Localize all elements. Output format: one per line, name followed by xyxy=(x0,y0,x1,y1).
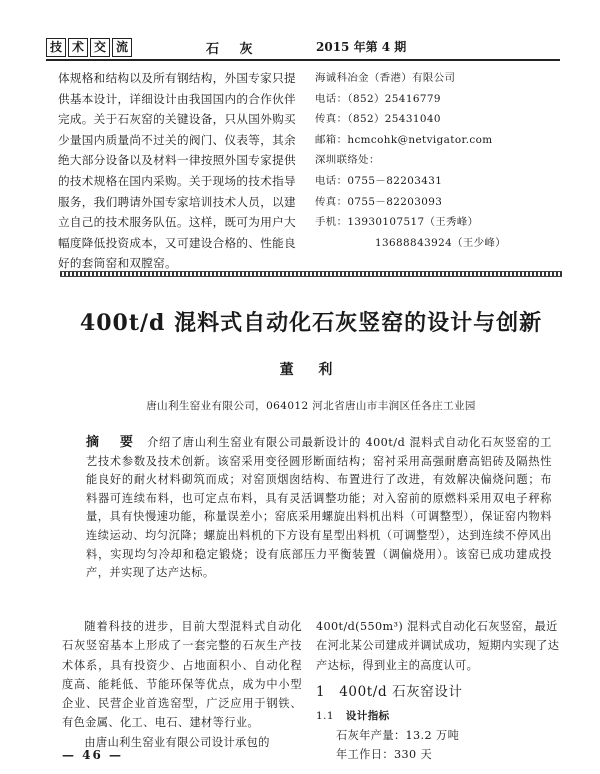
contact-email: 邮箱：hcmcohk@netvigator.com xyxy=(315,133,493,146)
header-rule xyxy=(46,59,560,61)
article-title: 400t/d 混料式自动化石灰竖窑的设计与创新 xyxy=(79,310,543,336)
abstract xyxy=(86,434,552,583)
contact-shenzhen: 深圳联络处： xyxy=(315,154,380,167)
author-affiliation: 唐山利生窑业有限公司，064012 河北省唐山市丰润区任各庄工业园 xyxy=(146,400,476,412)
contact-tel: 电话：（852）25416779 xyxy=(315,92,441,105)
section-title: 400t/d 石灰窑设计 xyxy=(339,683,463,700)
column-char: 交 xyxy=(90,38,110,57)
column-char: 术 xyxy=(68,38,88,57)
body-paragraph: 由唐山利生窑业有限公司设计承包的 xyxy=(84,735,270,749)
contact-block xyxy=(315,68,565,253)
subsection-title: 设计指标 xyxy=(345,709,390,722)
contact-fax: 传真：（852）25431040 xyxy=(315,113,441,126)
contact-company: 海诚科冶金（香港）有限公司 xyxy=(315,72,456,84)
page-number: — 46 — xyxy=(62,748,124,762)
subsection-heading xyxy=(316,707,562,726)
subsection-number: 1.1 xyxy=(316,709,334,722)
contact-mobile: 手机：13930107517（王秀峰） xyxy=(315,216,479,229)
column-char: 流 xyxy=(112,38,132,57)
section-number: 1 xyxy=(316,683,326,700)
spec-line: 年工作日：330 天 xyxy=(336,748,433,762)
body-left-column xyxy=(62,617,302,752)
contact-sz-fax: 传真：0755－82203093 xyxy=(315,195,443,208)
previous-article-text: 体规格和结构以及所有钢结构，外国专家只提供基本设计，详细设计由我国国内的合作伙伴完成。关于石灰窑的关键设备，只从国外购买少量国内质量尚不过关的阀门、仪表等，其余绝大部分设备以及材料一律按照外国专家提供的技术规格在国内采购。关于现场的技术指导服务，我们聘请外国专家培训技术人员，以建立自己的技术服务队伍。这样，既可为用户大幅度降低投资成本，又可建设合格的、性能良好的套筒窑和双膛窑。 xyxy=(58,71,296,271)
journal-name: 石 灰 xyxy=(206,42,261,57)
column-char: 技 xyxy=(46,38,66,57)
issue-label: 2015 年第 4 期 xyxy=(316,40,407,54)
spec-line: 石灰年产量：13.2 万吨 xyxy=(336,729,460,743)
abstract-text: 介绍了唐山利生窑业有限公司最新设计的 400t/d 混料式自动化石灰竖窑的工艺技术参数及技术创新。该窑采用变径圆形断面结构；窑衬采用高强耐磨高铝砖及隔热性能良好的耐火材料砌筑而成；对窑顶烟囱结构、布置进行了改进，有效解决偏烧问题；布料器可连续布料，也可定点布料，具有灵活调整功能；对入窑前的原燃料采用双电子秤称量，具有快慢速功能，称量误差小；窑底采用螺旋出料机出料（可调整型），保证窑内物料连续运动、均匀沉降；螺旋出料机的下方设有星型出料机（可调整型），达到连续不停风出料，实现均匀冷却和稳定锻烧；设有底部压力平衡装置（调偏烧用）。该窑已成功建成投产，并实现了达产达标。 xyxy=(86,436,552,580)
author-name: 董 利 xyxy=(279,362,343,378)
section-divider xyxy=(60,271,562,277)
section-heading xyxy=(316,681,562,703)
body-paragraph: 400t/d(550m³) 混料式自动化石灰竖窑，最近在河北某公司建成并调试成功，短期内实现了达产达标，得到业主的高度认可。 xyxy=(316,620,560,672)
contact-sz-tel: 电话：0755－82203431 xyxy=(315,174,443,187)
body-right-column xyxy=(316,617,562,765)
abstract-label: 摘 要 xyxy=(86,435,142,450)
contact-mobile-2: 13688843924（王少峰） xyxy=(375,236,507,249)
column-label xyxy=(46,38,132,57)
body-paragraph: 随着科技的进步，目前大型混料式自动化石灰竖窑基本上形成了一套完整的石灰生产技术体系，具有投资少、占地面积小、自动化程度高、能耗低、节能环保等优点，成为中小型企业、民营企业首选窑型，广泛应用于钢铁、有色金属、化工、电石、建材等行业。 xyxy=(62,620,302,730)
